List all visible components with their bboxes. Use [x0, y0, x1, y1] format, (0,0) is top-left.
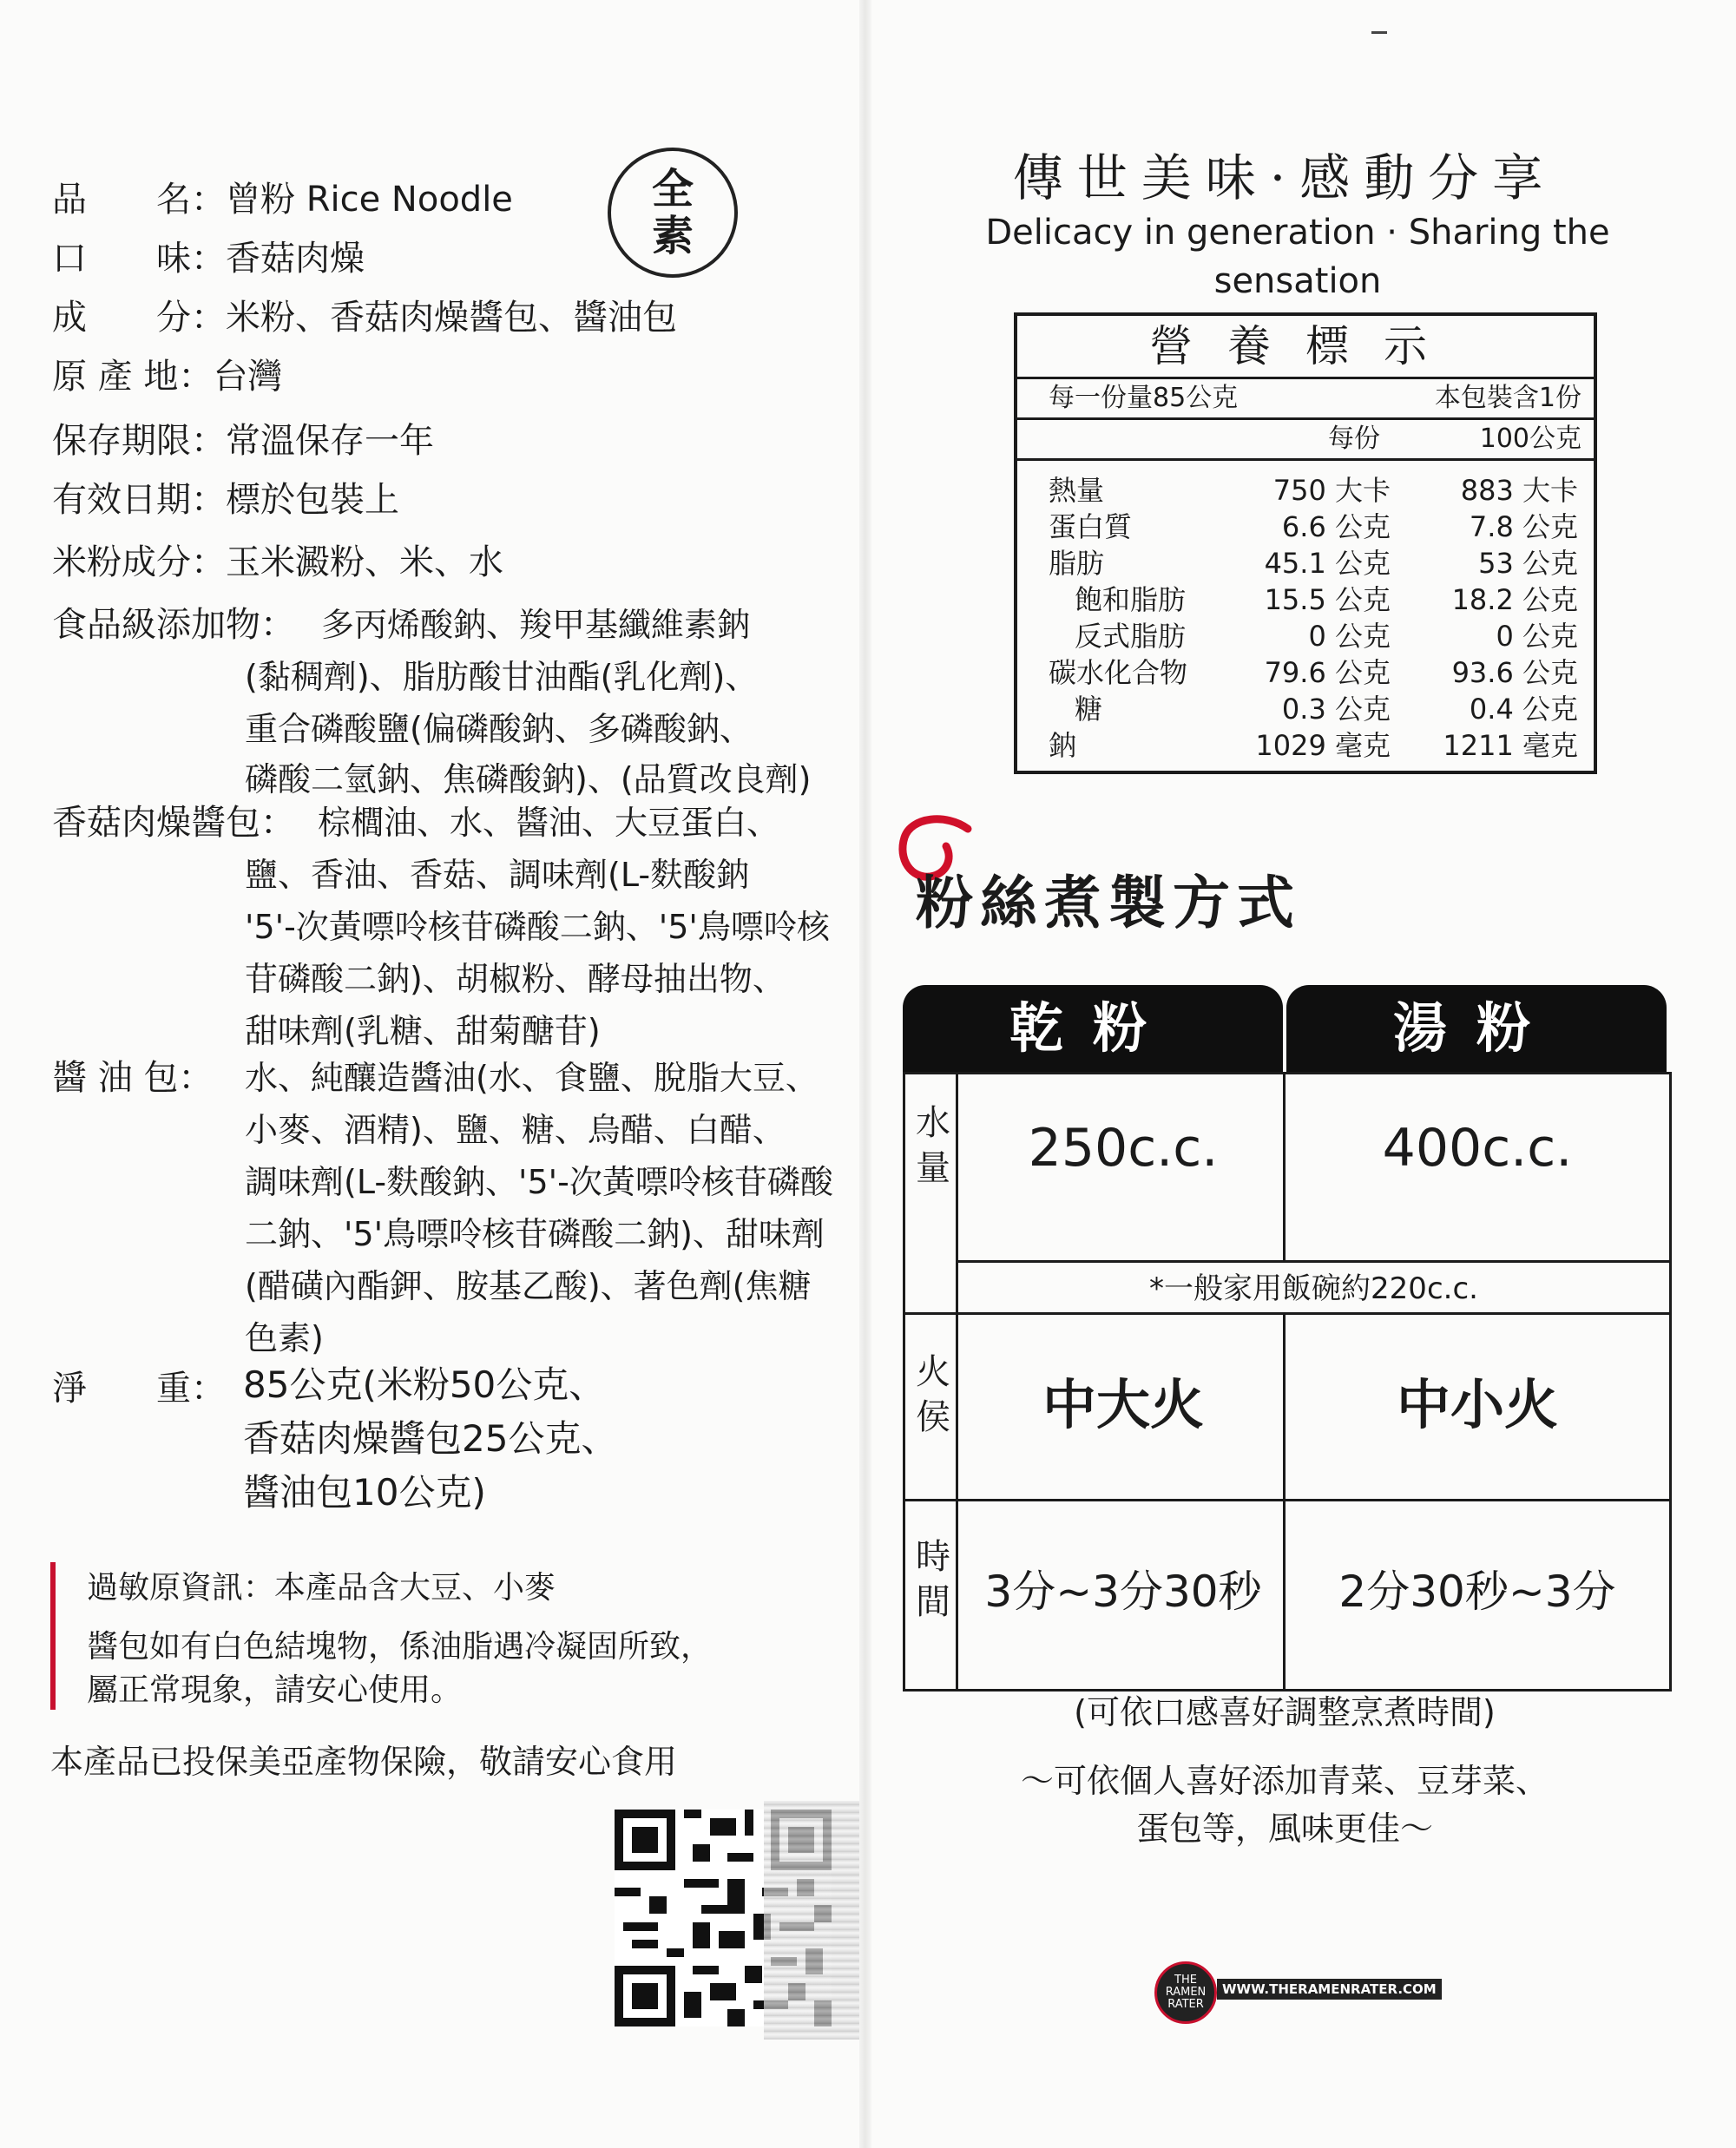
nutrient-name: 飽和脂肪	[1075, 583, 1187, 616]
nutrient-per-100g: 7.8 公克	[1469, 510, 1578, 543]
additives-label: 食品級添加物：	[52, 605, 295, 645]
ingredients-row	[52, 292, 677, 344]
soup-noodle-header: 湯粉	[1286, 985, 1667, 1072]
heat-soup-cell	[1283, 1312, 1672, 1507]
nutrition-row	[1017, 727, 1594, 764]
dry-noodle-header: 乾粉	[903, 985, 1283, 1072]
weight-line: 醬油包10公克)	[243, 1471, 486, 1514]
nutrient-per-serving: 15.5 公克	[1264, 583, 1391, 616]
nutrition-serving-row	[1017, 379, 1594, 420]
soy-line: (醋磺內酯鉀、胺基乙酸)、著色劑(焦糖	[245, 1267, 812, 1305]
expiry-row	[52, 474, 399, 526]
vegan-seal-char: 全	[651, 165, 694, 213]
ingredients-label: 成 分：	[52, 298, 226, 338]
product-name-row	[52, 174, 513, 226]
package-fold	[859, 0, 871, 2148]
time-dry-value: 3分~3分30秒	[984, 1567, 1262, 1617]
watermark-url: WWW.THERAMENRATER.COM	[1217, 1979, 1442, 2000]
nutrition-row	[1017, 581, 1594, 618]
soy-label: 醬 油 包：	[52, 1058, 214, 1098]
nutrition-row	[1017, 691, 1594, 727]
additives-line: (黏稠劑)、脂肪酸甘油酯(乳化劑)、	[245, 658, 759, 696]
shelf-life-value: 常溫保存一年	[226, 421, 434, 461]
cooking-method-title: 粉絲煮製方式	[916, 869, 1301, 936]
nutrition-column-headers	[1017, 420, 1594, 461]
logo-text: THE	[1174, 1974, 1197, 1987]
water-label: 水量	[916, 1103, 950, 1188]
flavor-row	[52, 233, 365, 285]
water-label-cell	[903, 1072, 963, 1320]
additives-line: 重合磷酸鹽(偏磷酸鈉、多磷酸鈉、	[245, 710, 753, 748]
ingredients-value: 米粉、香菇肉燥醬包、醬油包	[226, 298, 677, 338]
sauce-line: 鹽、香油、香菇、調味劑(L-麩酸鈉	[245, 856, 750, 894]
nutrition-row	[1017, 618, 1594, 654]
sauce-line: '5'-次黃嘌呤核苷磷酸二鈉、'5'鳥嘌呤核	[245, 908, 830, 946]
time-soup-value: 2分30秒~3分	[1338, 1567, 1616, 1617]
slogan-chinese: 傳世美味·感動分享	[1012, 148, 1557, 207]
nutrient-per-100g: 0.4 公克	[1469, 693, 1578, 726]
nutrition-row	[1017, 509, 1594, 545]
print-mark	[1371, 31, 1387, 34]
nutrition-row	[1017, 472, 1594, 509]
serving-size: 每一份量85公克	[1049, 383, 1239, 413]
shelf-life-label: 保存期限：	[52, 421, 226, 461]
allergen-info: 過敏原資訊：本產品含大豆、小麥	[87, 1570, 556, 1606]
sauce-line: 甜味劑(乳糖、甜菊醣苷)	[245, 1012, 601, 1050]
expiry-label: 有效日期：	[52, 480, 226, 520]
nutrient-name: 碳水化合物	[1049, 656, 1188, 689]
origin-row	[52, 351, 282, 403]
logo-text: RATER	[1167, 1998, 1204, 2011]
vegan-seal-char: 素	[651, 212, 694, 260]
weight-line: 85公克(米粉50公克、	[243, 1363, 606, 1406]
nutrient-per-100g: 883 大卡	[1460, 474, 1578, 507]
nutrient-per-serving: 45.1 公克	[1264, 547, 1391, 580]
weight-line: 香菇肉燥醬包25公克、	[243, 1417, 618, 1460]
nutrient-per-serving: 1029 毫克	[1255, 729, 1391, 762]
water-dry-value: 250c.c.	[1028, 1118, 1219, 1179]
heat-dry-cell	[956, 1312, 1291, 1507]
vegan-seal	[608, 148, 738, 278]
origin-value: 台灣	[213, 357, 283, 397]
time-label: 時間	[916, 1537, 950, 1622]
nutrient-name: 鈉	[1049, 729, 1077, 762]
nutrition-facts-table	[1014, 312, 1597, 774]
expiry-value: 標於包裝上	[226, 480, 399, 520]
heat-seal-strip	[764, 1801, 859, 2040]
nutrition-row	[1017, 545, 1594, 581]
cooking-adjust-note: (可依口感喜好調整烹煮時間)	[1074, 1693, 1496, 1731]
heat-label-cell	[903, 1312, 963, 1507]
additives-line: 磷酸二氫鈉、焦磷酸鈉)、(品質改良劑)	[245, 760, 812, 798]
noodle-ingredients-row	[52, 536, 503, 588]
nutrient-name: 反式脂肪	[1075, 620, 1187, 653]
noodle-ingredients-label: 米粉成分：	[52, 542, 226, 582]
servings-per-package: 本包裝含1份	[1434, 383, 1581, 413]
flavor-label: 口 味：	[52, 239, 226, 279]
soy-line: 水、純釀造醬油(水、食鹽、脫脂大豆、	[245, 1059, 819, 1097]
heat-dry-value: 中大火	[1042, 1373, 1204, 1436]
cooking-tip: ～可依個人喜好添加青菜、豆芽菜、	[1020, 1762, 1549, 1800]
product-name-value: 曾粉 Rice Noodle	[226, 180, 513, 220]
nutrition-row	[1017, 654, 1594, 691]
water-note-cell	[956, 1260, 1672, 1317]
soy-line: 色素)	[245, 1319, 324, 1357]
nutrient-per-serving: 0 公克	[1308, 620, 1391, 653]
time-dry-cell	[956, 1499, 1291, 1691]
nutrient-per-serving: 750 大卡	[1272, 474, 1391, 507]
time-soup-cell	[1283, 1499, 1672, 1691]
allergen-accent-bar	[50, 1562, 56, 1710]
nutrient-per-serving: 0.3 公克	[1281, 693, 1391, 726]
nutrient-per-serving: 79.6 公克	[1264, 656, 1391, 689]
cooking-tip: 蛋包等，風味更佳～	[1135, 1810, 1433, 1848]
soy-line: 調味劑(L-麩酸鈉、'5'-次黃嘌呤核苷磷酸	[245, 1163, 833, 1201]
sauce-note: 醬包如有白色結塊物，係油脂遇冷凝固所致，	[87, 1629, 713, 1665]
flavor-value: 香菇肉燥	[226, 239, 365, 279]
cooking-table	[903, 985, 1667, 1645]
logo-text: RAMEN	[1165, 1986, 1207, 1999]
nutrient-per-serving: 6.6 公克	[1281, 510, 1391, 543]
slogan-english: Delicacy in generation · Sharing the sensation	[985, 213, 1610, 301]
water-dry-cell	[956, 1072, 1291, 1268]
nutrient-per-100g: 1211 毫克	[1443, 729, 1578, 762]
insurance-notice: 本產品已投保美亞產物保險，敬請安心食用	[50, 1743, 678, 1781]
water-note: *一般家用飯碗約220c.c.	[1149, 1271, 1478, 1306]
nutrient-name: 脂肪	[1049, 547, 1105, 580]
sauce-line: 苷磷酸二鈉)、胡椒粉、酵母抽出物、	[245, 960, 786, 998]
sauce-line: 棕櫚油、水、醬油、大豆蛋白、	[318, 804, 780, 842]
heat-label: 火侯	[916, 1352, 950, 1437]
water-soup-value: 400c.c.	[1382, 1118, 1573, 1179]
product-name-label: 品 名：	[52, 180, 226, 220]
soy-line: 二鈉、'5'鳥嘌呤核苷磷酸二鈉)、甜味劑	[245, 1215, 825, 1253]
nutrient-name: 蛋白質	[1049, 510, 1133, 543]
noodle-ingredients-value: 玉米澱粉、米、水	[226, 542, 503, 582]
water-soup-cell	[1283, 1072, 1672, 1268]
additives-line: 多丙烯酸鈉、羧甲基纖維素鈉	[321, 606, 751, 644]
nutrient-name: 糖	[1075, 693, 1103, 726]
nutrient-per-100g: 93.6 公克	[1451, 656, 1578, 689]
column-per-serving: 每份	[1328, 424, 1380, 454]
soy-line: 小麥、酒精)、鹽、糖、烏醋、白醋、	[245, 1111, 786, 1149]
nutrient-per-100g: 0 公克	[1496, 620, 1578, 653]
nutrient-name: 熱量	[1049, 474, 1105, 507]
time-label-cell	[903, 1499, 963, 1691]
sauce-note: 屬正常現象，請安心使用。	[87, 1672, 463, 1708]
ramen-rater-logo	[1154, 1961, 1217, 2024]
origin-label: 原 產 地：	[52, 357, 214, 397]
nutrient-per-100g: 18.2 公克	[1451, 583, 1578, 616]
nutrition-title: 營養標示	[1017, 316, 1594, 379]
shelf-life-row	[52, 415, 434, 467]
heat-soup-value: 中小火	[1396, 1373, 1558, 1436]
sauce-label: 香菇肉燥醬包：	[52, 803, 295, 843]
weight-label: 淨 重：	[52, 1369, 226, 1409]
column-per-100g: 100公克	[1479, 424, 1581, 454]
nutrient-per-100g: 53 公克	[1478, 547, 1578, 580]
